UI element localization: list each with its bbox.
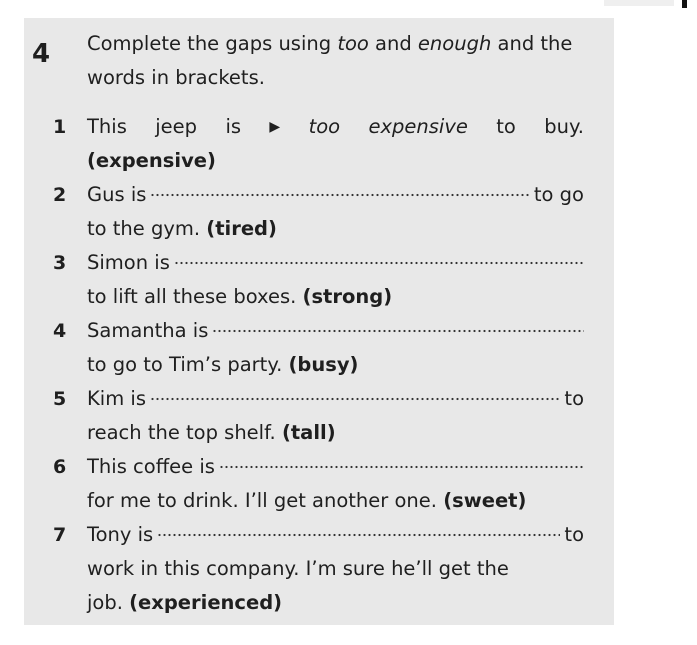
item-7-line-3 xyxy=(87,586,584,620)
exercise-number: 4 xyxy=(32,39,51,69)
item-number: 7 xyxy=(53,524,67,546)
bracket-word: (tall) xyxy=(281,421,336,444)
sentence-end: to the gym. xyxy=(87,217,207,240)
sentence-continue: work in this company. I’m sure he’ll get the xyxy=(87,557,509,580)
sentence-continue: to xyxy=(564,523,584,546)
item-7-line-1 xyxy=(87,518,584,552)
sentence-start: Tony is xyxy=(87,523,154,546)
sentence-end: reach the top shelf. xyxy=(87,421,282,444)
answer-gap[interactable] xyxy=(157,518,560,538)
sentence-start: Kim is xyxy=(87,387,146,410)
item-5-line-1 xyxy=(87,382,584,416)
sentence-start: Gus is xyxy=(87,183,147,206)
item-1-line-2 xyxy=(87,144,584,178)
item-1-line-1 xyxy=(87,110,584,144)
instruction-and: and xyxy=(368,32,418,55)
bracket-word: (busy) xyxy=(288,353,359,376)
sentence-end: to go to Tim’s party. xyxy=(87,353,289,376)
item-5-line-2 xyxy=(87,416,584,450)
sentence-continue: to xyxy=(564,387,584,410)
item-7-line-2 xyxy=(87,552,584,586)
bracket-word: (expensive) xyxy=(87,149,216,172)
answer-gap[interactable] xyxy=(150,178,530,198)
word: jeep xyxy=(155,115,198,138)
sentence-end: job. xyxy=(87,591,130,614)
instruction-text-end: and the words in brackets. xyxy=(87,32,573,89)
instruction-enough: enough xyxy=(417,32,492,55)
answer-gap[interactable] xyxy=(219,450,584,470)
item-6-line-1 xyxy=(87,450,584,484)
item-number: 3 xyxy=(53,252,67,274)
top-edge-mark xyxy=(682,0,687,8)
item-number: 6 xyxy=(53,456,67,478)
item-2-line-1 xyxy=(87,178,584,212)
word: is xyxy=(225,115,242,138)
sentence-continue: to go xyxy=(533,183,584,206)
sentence-end: for me to drink. I’ll get another one. xyxy=(87,489,444,512)
bracket-word: (sweet) xyxy=(443,489,527,512)
arrow-icon: ▶ xyxy=(269,119,281,135)
item-number: 2 xyxy=(53,184,67,206)
item-2-line-2 xyxy=(87,212,584,246)
item-3-line-2 xyxy=(87,280,584,314)
word: to xyxy=(496,115,516,138)
item-6-line-2 xyxy=(87,484,584,518)
answer-gap[interactable] xyxy=(150,382,560,402)
sentence-start: Samantha is xyxy=(87,319,209,342)
word: buy. xyxy=(544,115,584,138)
word: This xyxy=(87,115,127,138)
sentence-end: to lift all these boxes. xyxy=(87,285,303,308)
bracket-word: (experienced) xyxy=(129,591,283,614)
item-number: 4 xyxy=(53,320,67,342)
answer-gap[interactable] xyxy=(174,246,584,266)
answer-gap[interactable] xyxy=(212,314,584,334)
example-answer-too: too xyxy=(308,115,341,138)
instruction-text: Complete the gaps using xyxy=(87,32,338,55)
item-number: 5 xyxy=(53,388,67,410)
bracket-word: (strong) xyxy=(302,285,393,308)
exercise-instruction xyxy=(87,27,587,95)
sentence-start: Simon is xyxy=(87,251,170,274)
item-4-line-2 xyxy=(87,348,584,382)
item-number: 1 xyxy=(53,116,67,138)
item-3-line-1 xyxy=(87,246,584,280)
item-4-line-1 xyxy=(87,314,584,348)
bracket-word: (tired) xyxy=(206,217,277,240)
sentence-start: This coffee is xyxy=(87,455,215,478)
top-edge-strip xyxy=(604,0,674,6)
instruction-too: too xyxy=(337,32,369,55)
example-answer-word: expensive xyxy=(368,115,468,138)
